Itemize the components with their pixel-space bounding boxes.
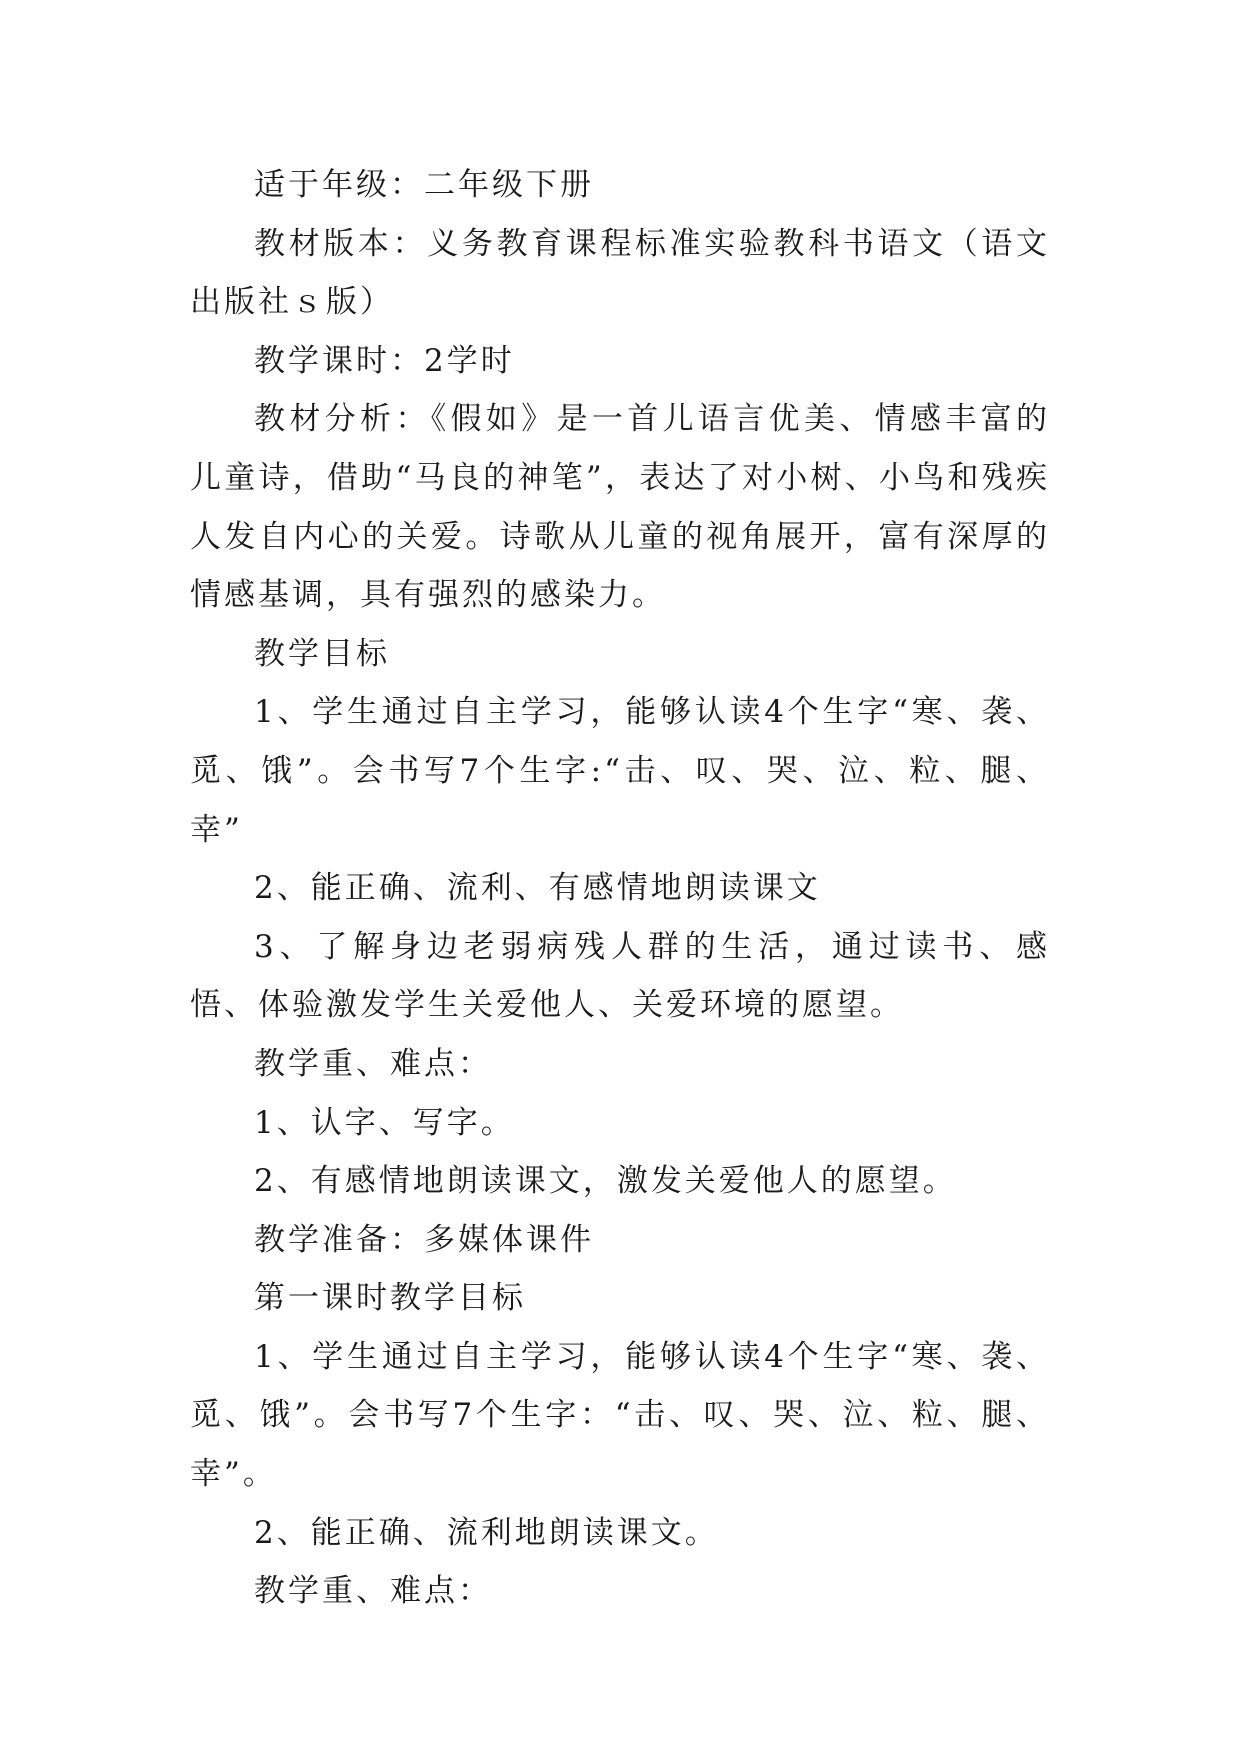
heading-teaching-goals: 教学目标 bbox=[254, 635, 390, 672]
paragraph-goal-2: 2、能正确、流利、有感情地朗读课文 bbox=[254, 870, 821, 907]
paragraph-goal-3: 3、了解身边老弱病残人群的生活，通过读书、感悟、体验激发学生关爱他人、关爱环境的愿望。 bbox=[190, 928, 1050, 1024]
paragraph-key-point-2: 2、有感情地朗读课文，激发关爱他人的愿望。 bbox=[254, 1163, 957, 1200]
paragraph-goal-1: 1、学生通过自主学习，能够认读4个生字“寒、袭、觅、饿”。会书写7个生字:“击、叹、哭、泣、粒、腿、幸” bbox=[190, 694, 1050, 848]
paragraph-class-hours: 教学课时：2学时 bbox=[254, 342, 515, 379]
heading-key-points: 教学重、难点： bbox=[254, 1045, 492, 1082]
heading-first-lesson-key-points: 教学重、难点： bbox=[254, 1573, 492, 1610]
paragraph-textbook-version: 教材版本：义务教育课程标准实验教科书语文（语文出版社ｓ版） bbox=[190, 225, 1050, 321]
paragraph-first-lesson-goal-1: 1、学生通过自主学习，能够认读4个生字“寒、袭、觅、饿”。会书写7个生字：“击、叹、哭、泣、粒、腿、幸”。 bbox=[190, 1338, 1050, 1493]
paragraph-grade: 适于年级：二年级下册 bbox=[254, 167, 594, 203]
paragraph-key-point-1: 1、认字、写字。 bbox=[254, 1104, 515, 1141]
paragraph-first-lesson-goal-2: 2、能正确、流利地朗读课文。 bbox=[254, 1514, 719, 1551]
heading-first-lesson-goals: 第一课时教学目标 bbox=[254, 1280, 526, 1317]
paragraph-preparation: 教学准备：多媒体课件 bbox=[254, 1221, 594, 1258]
document-body bbox=[190, 156, 1050, 1621]
paragraph-textbook-analysis: 教材分析：《假如》是一首儿语言优美、情感丰富的儿童诗，借助“马良的神笔”，表达了对小树、小鸟和残疾人发自内心的关爱。诗歌从儿童的视角展开，富有深厚的情感基调，具有强烈的感染力。 bbox=[190, 401, 1050, 614]
